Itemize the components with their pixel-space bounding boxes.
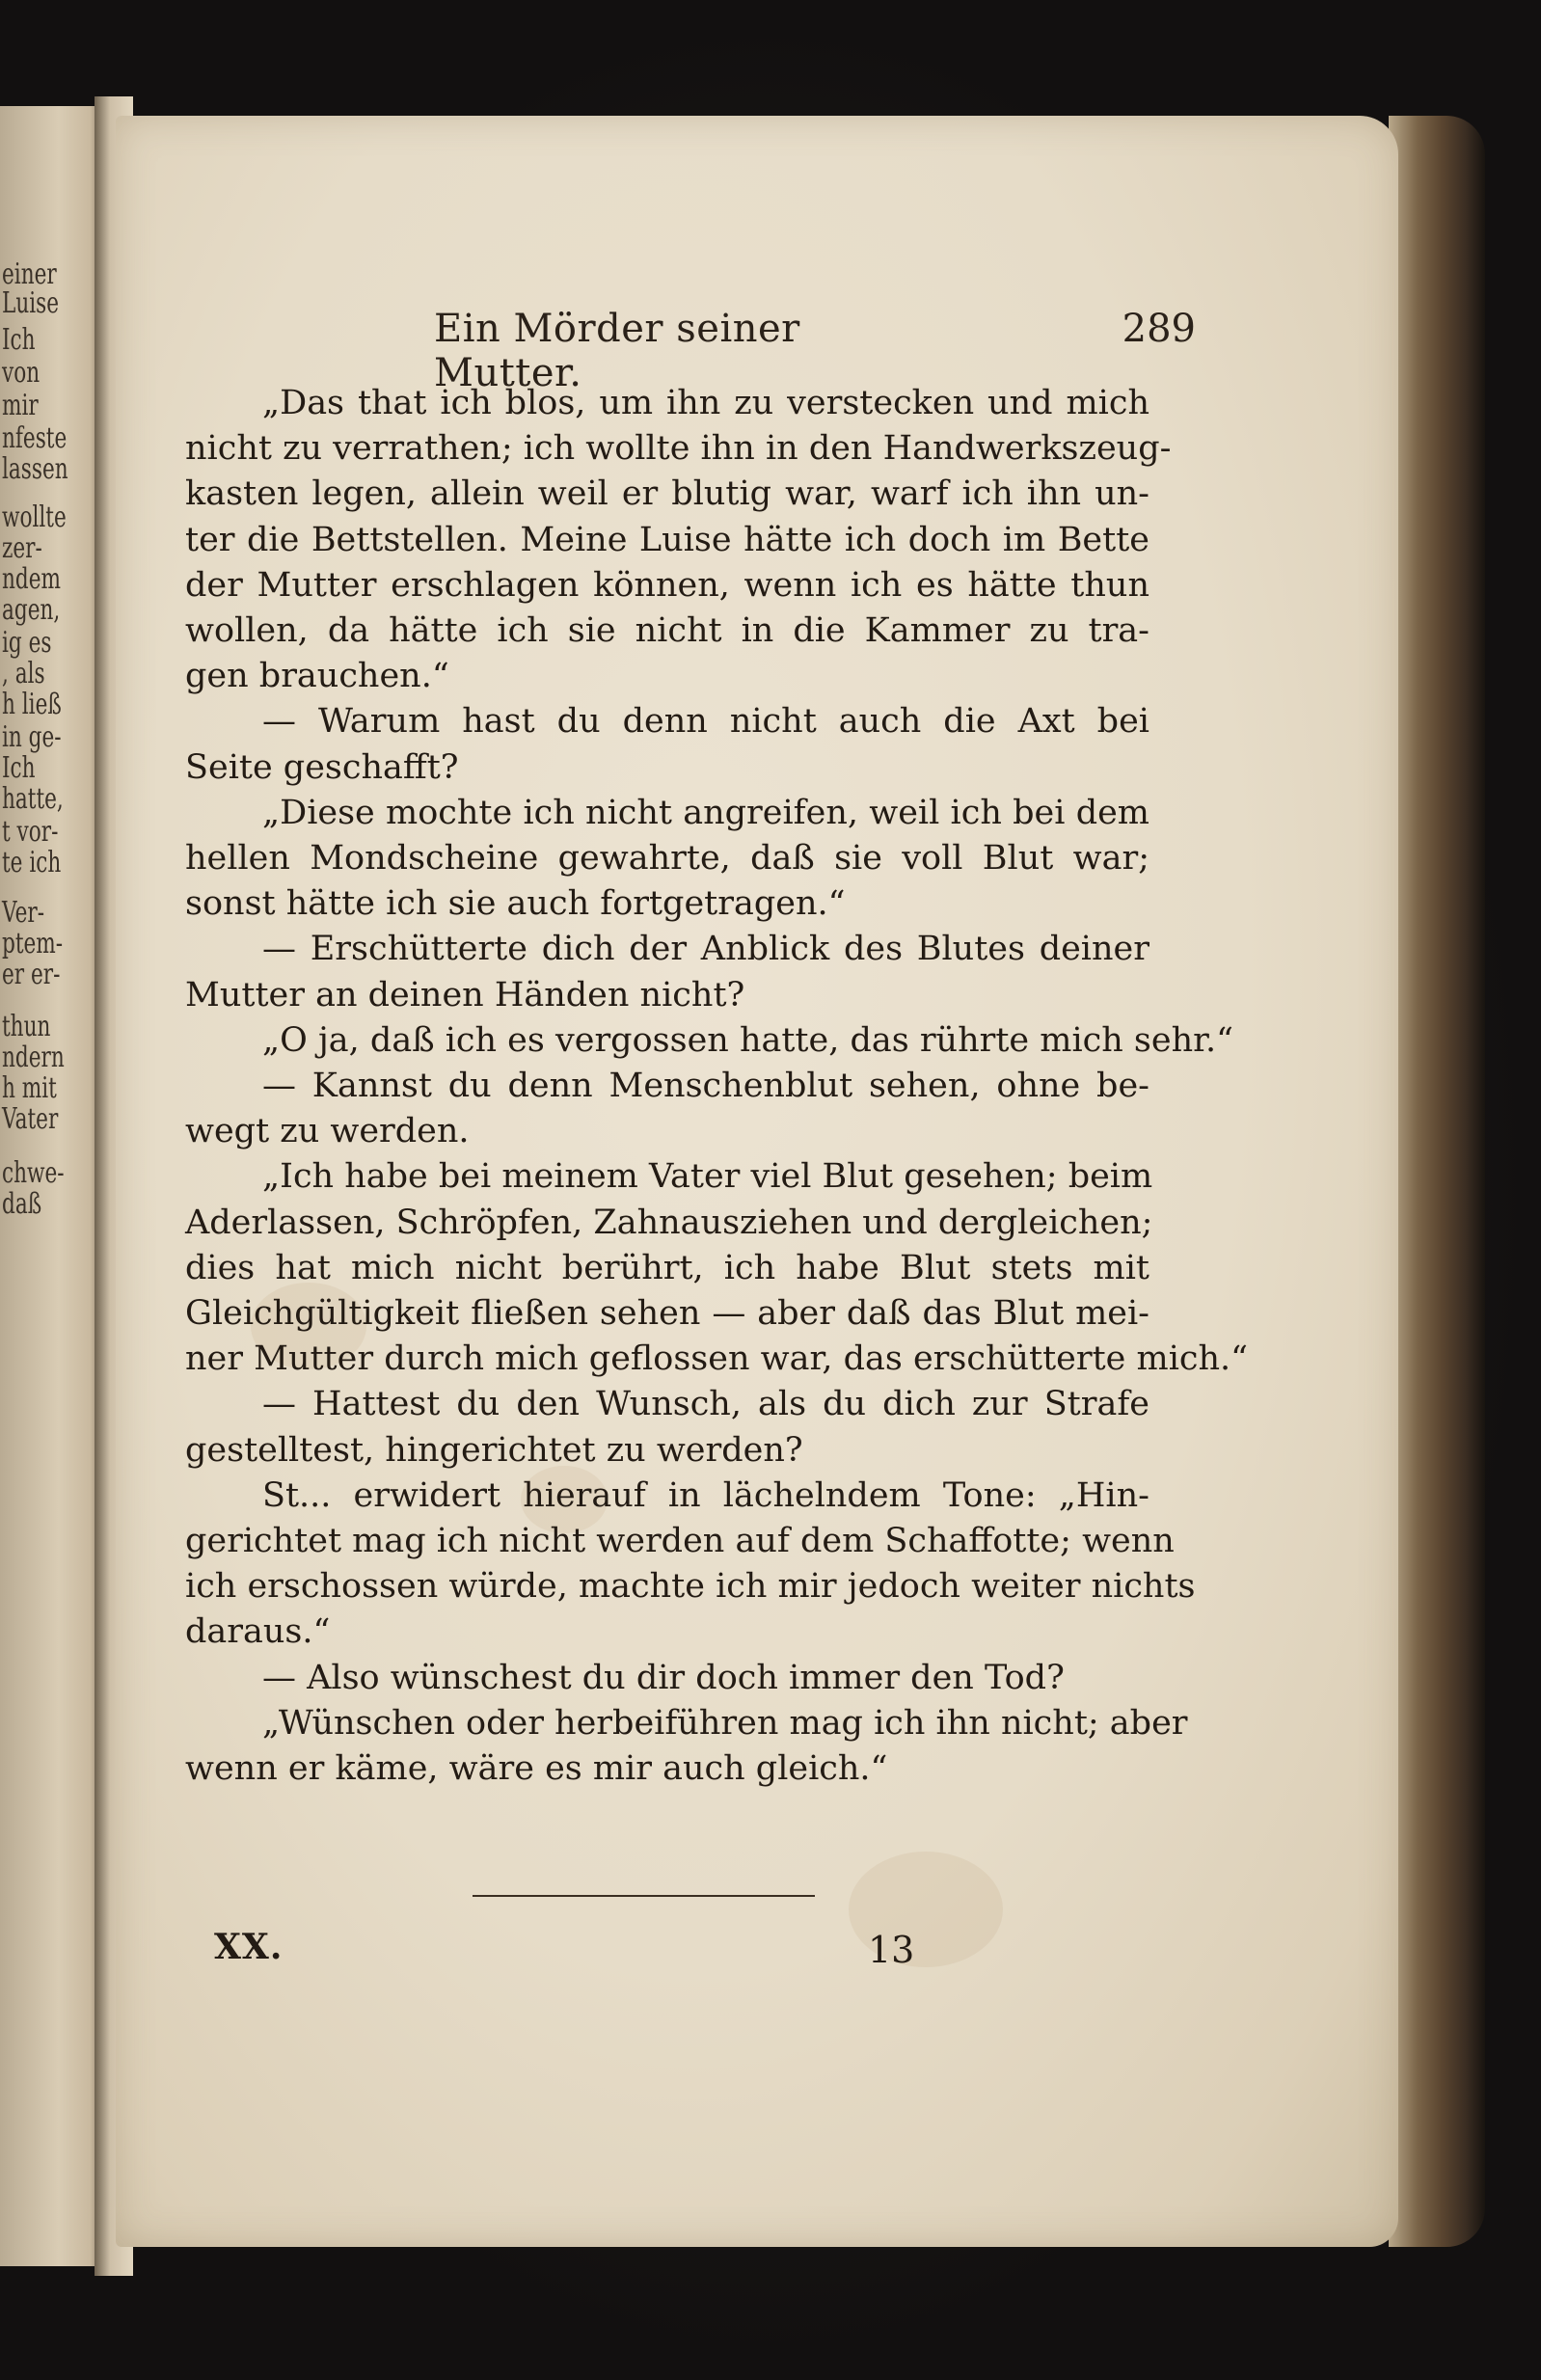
- text-line: Gleichgültigkeit fließen sehen — aber daß das Blut mei-: [185, 1294, 1149, 1334]
- left-page-text-fragment: mir: [2, 389, 39, 422]
- text-line: „O ja, daß ich es vergossen hatte, das rührte mich sehr.“: [262, 1020, 1234, 1060]
- text-line: „Ich habe bei meinem Vater viel Blut gesehen; beim: [262, 1157, 1153, 1197]
- left-page-text-fragment: einer: [2, 257, 57, 291]
- text-line: — Kannst du denn Menschenblut sehen, ohne be-: [262, 1067, 1149, 1106]
- text-line: kasten legen, allein weil er blutig war, warf ich ihn un-: [185, 474, 1149, 514]
- text-line: hellen Mondscheine gewahrte, daß sie voll Blut war;: [185, 839, 1149, 879]
- text-line: gen brauchen.“: [185, 657, 449, 696]
- left-page-text-fragment: Ich: [2, 751, 36, 785]
- text-line: wollen, da hätte ich sie nicht in die Kammer zu tra-: [185, 611, 1149, 651]
- text-line: wegt zu werden.: [185, 1112, 470, 1151]
- text-line: nicht zu verrathen; ich wollte ihn in den Handwerkszeug-: [185, 429, 1172, 469]
- text-line: gestelltest, hingerichtet zu werden?: [185, 1430, 803, 1470]
- left-page-text-fragment: von: [2, 356, 41, 390]
- left-page-text-fragment: nfeste: [2, 421, 68, 455]
- footer-rule: [473, 1895, 815, 1897]
- page-body-text: [185, 381, 1249, 1792]
- left-page-text-fragment: ig es: [2, 626, 52, 660]
- left-page-text-fragment: thun: [2, 1010, 51, 1043]
- text-line: ter die Bettstellen. Meine Luise hätte ich doch im Bette: [185, 520, 1149, 559]
- text-line: „Das that ich blos, um ihn zu verstecken und mich: [262, 384, 1149, 422]
- left-page-text-fragment: chwe-: [2, 1156, 65, 1190]
- text-line: dies hat mich nicht berührt, ich habe Blut stets mit: [185, 1248, 1149, 1287]
- left-page-text-fragment: Luise: [2, 286, 60, 320]
- left-page-text-fragment: Ver-: [2, 896, 45, 930]
- left-page-text-fragment: in ge-: [2, 720, 62, 754]
- text-line: St... erwidert hierauf in lächelndem Tone: „Hin-: [262, 1475, 1149, 1515]
- left-page-text-fragment: er er-: [2, 958, 61, 991]
- text-line: gerichtet mag ich nicht werden auf dem Schaffotte; wenn: [185, 1522, 1175, 1561]
- text-line: „Diese mochte ich nicht angreifen, weil ich bei dem: [262, 793, 1149, 832]
- text-line: der Mutter erschlagen können, wenn ich es hätte thun: [185, 565, 1149, 605]
- left-page-text-fragment: h mit: [2, 1071, 57, 1105]
- left-page-text-fragment: ndem: [2, 562, 62, 596]
- left-page-text-fragment: lassen: [2, 452, 68, 486]
- running-head-title: Ein Mörder seiner Mutter.: [434, 307, 800, 395]
- left-page-text-fragment: Ich: [2, 323, 36, 357]
- left-page-text-fragment: te ich: [2, 846, 62, 879]
- left-page-text-fragment: agen,: [2, 593, 61, 627]
- signature-number: 13: [868, 1929, 915, 1971]
- text-line: daraus.“: [185, 1612, 331, 1652]
- page-number: 289: [1122, 307, 1196, 351]
- left-page-text-fragment: ptem-: [2, 927, 64, 960]
- text-line: Seite geschafft?: [185, 747, 459, 787]
- left-page-text-fragment: Vater: [2, 1102, 59, 1136]
- left-page-text-fragment: hatte,: [2, 782, 64, 816]
- left-page-text-fragment: h ließ: [2, 688, 62, 721]
- left-page-text-fragment: zer-: [2, 531, 42, 565]
- text-line: Mutter an deinen Händen nicht?: [185, 975, 745, 1014]
- text-line: ner Mutter durch mich geflossen war, das erschütterte mich.“: [185, 1339, 1249, 1379]
- left-page-text-fragment: , als: [2, 657, 45, 690]
- signature-mark: XX.: [214, 1927, 284, 1967]
- text-line: Aderlassen, Schröpfen, Zahnausziehen und dergleichen;: [185, 1203, 1153, 1242]
- text-line: sonst hätte ich sie auch fortgetragen.“: [185, 884, 846, 924]
- left-page-edge: [0, 106, 106, 2266]
- text-line: — Erschütterte dich der Anblick des Blutes deiner: [262, 930, 1149, 969]
- left-page-text-fragment: t vor-: [2, 815, 59, 849]
- text-line: ich erschossen würde, machte ich mir jedoch weiter nichts: [185, 1567, 1196, 1607]
- left-page-text-fragment: wollte: [2, 500, 67, 534]
- text-line: „Wünschen oder herbeiführen mag ich ihn nicht; aber: [262, 1703, 1188, 1743]
- left-page-text-fragment: ndern: [2, 1041, 65, 1074]
- text-line: — Hattest du den Wunsch, als du dich zur Strafe: [262, 1385, 1149, 1424]
- text-line: — Warum hast du denn nicht auch die Axt bei: [262, 702, 1149, 742]
- text-line: wenn er käme, wäre es mir auch gleich.“: [185, 1749, 888, 1789]
- text-line: — Also wünschest du dir doch immer den Tod?: [262, 1658, 1065, 1697]
- left-page-text-fragment: daß: [2, 1187, 42, 1221]
- page-edge-stack: [1389, 116, 1485, 2247]
